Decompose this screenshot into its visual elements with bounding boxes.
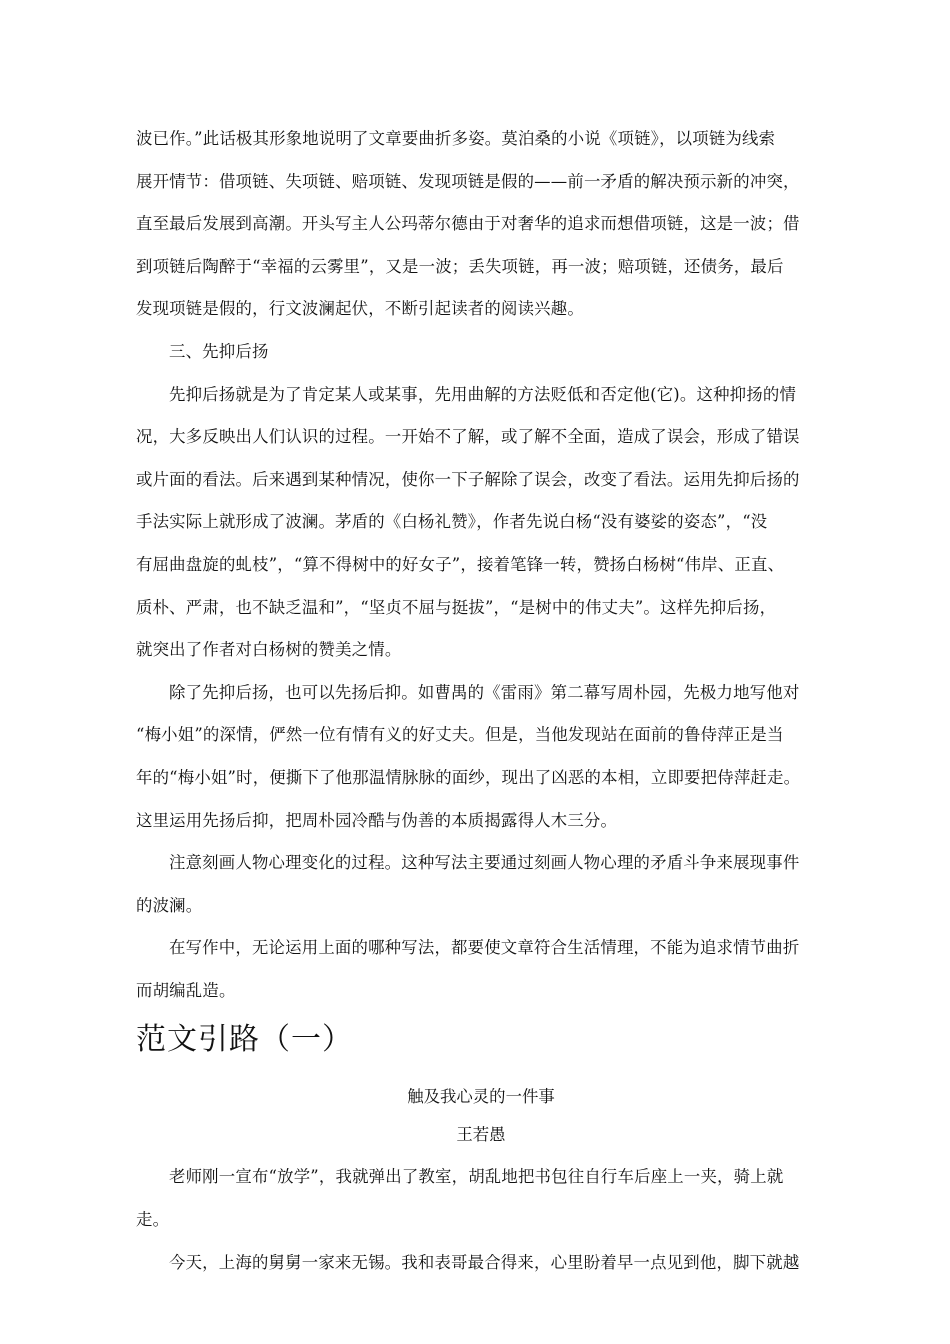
paragraph-2 [136,380,826,665]
essay-author: 王若愚 [456,1125,506,1145]
text-line: 或片面的看法。后来遇到某种情况，使你一下子解除了误会，改变了看法。运用先抑后扬的 [136,469,800,489]
text-line: 这里运用先扬后抑，把周朴园冷酷与伪善的本质揭露得人木三分。 [136,810,618,830]
text-line: 直至最后发展到高潮。开头写主人公玛蒂尔德由于对奢华的追求而想借项链，这是一波；借 [136,214,800,234]
paragraph-4 [136,848,826,920]
paragraph-5 [136,933,826,1005]
text-line: 发现项链是假的，行文波澜起伏，不断引起读者的阅读兴趣。 [136,299,584,319]
essay-paragraph-2 [136,1248,826,1277]
text-line: 老师刚一宣布“放学”，我就弹出了教室，胡乱地把书包往自行车后座上一夹，骑上就 [169,1167,784,1187]
paragraph-1 [136,124,826,323]
text-line: 先抑后扬就是为了肯定某人或某事，先用曲解的方法贬低和否定他(它)。这种抑扬的情 [169,384,797,404]
text-line: 有屈曲盘旋的虬枝”，“算不得树中的好女子”，接着笔锋一转，赞扬白杨树“伟岸、正直、 [136,554,785,574]
text-line: 手法实际上就形成了波澜。茅盾的《白杨礼赞》，作者先说白杨“没有婆娑的姿态”，“没 [136,512,768,532]
essay-paragraph-1 [136,1162,826,1234]
text-line: 年的“梅小姐”时，便撕下了他那温情脉脉的面纱，现出了凶恶的本相，立即要把侍萍赶走。 [136,767,801,787]
text-line: 就突出了作者对白杨树的赞美之情。 [136,640,402,660]
text-line: 注意刻画人物心理变化的过程。这种写法主要通过刻画人物心理的矛盾斗争来展现事件 [169,853,800,873]
text-line: 在写作中，无论运用上面的哪种写法，都要使文章符合生活情理，不能为追求情节曲折 [169,938,800,958]
text-line: 的波澜。 [136,895,203,915]
document-body [136,124,826,1290]
model-essay-heading: 范文引路（一） [136,1022,353,1058]
text-line: 今天，上海的舅舅一家来无锡。我和表哥最合得来，心里盼着早一点见到他，脚下就越 [169,1252,800,1272]
text-line: “梅小姐”的深情，俨然一位有情有义的好丈夫。但是，当他发现站在面前的鲁侍萍正是当 [136,725,784,745]
text-line: 展开情节：借项链、失项链、赔项链、发现项链是假的——前一矛盾的解决预示新的冲突， [136,171,800,191]
text-line: 况，大多反映出人们认识的过程。一开始不了解，或了解不全面，造成了误会，形成了错误 [136,427,800,447]
paragraph-3 [136,678,826,835]
text-line: 走。 [136,1210,170,1230]
section-heading: 三、先抑后扬 [169,341,269,361]
text-line: 质朴、严肃，也不缺乏温和”，“坚贞不屈与挺拔”，“是树中的伟丈夫”。这样先抑后扬， [136,597,777,617]
text-line: 到项链后陶醉于“幸福的云雾里”，又是一波；丢失项链，再一波；赔项链，还债务，最后 [136,256,784,276]
essay-title: 触及我心灵的一件事 [407,1087,555,1107]
text-line: 除了先抑后扬，也可以先扬后抑。如曹禺的《雷雨》第二幕写周朴园，先极力地写他对 [169,682,800,702]
text-line: 波已作。”此话极其形象地说明了文章要曲折多姿。莫泊桑的小说《项链》，以项链为线索 [136,129,776,148]
text-line: 而胡编乱造。 [136,980,236,1000]
